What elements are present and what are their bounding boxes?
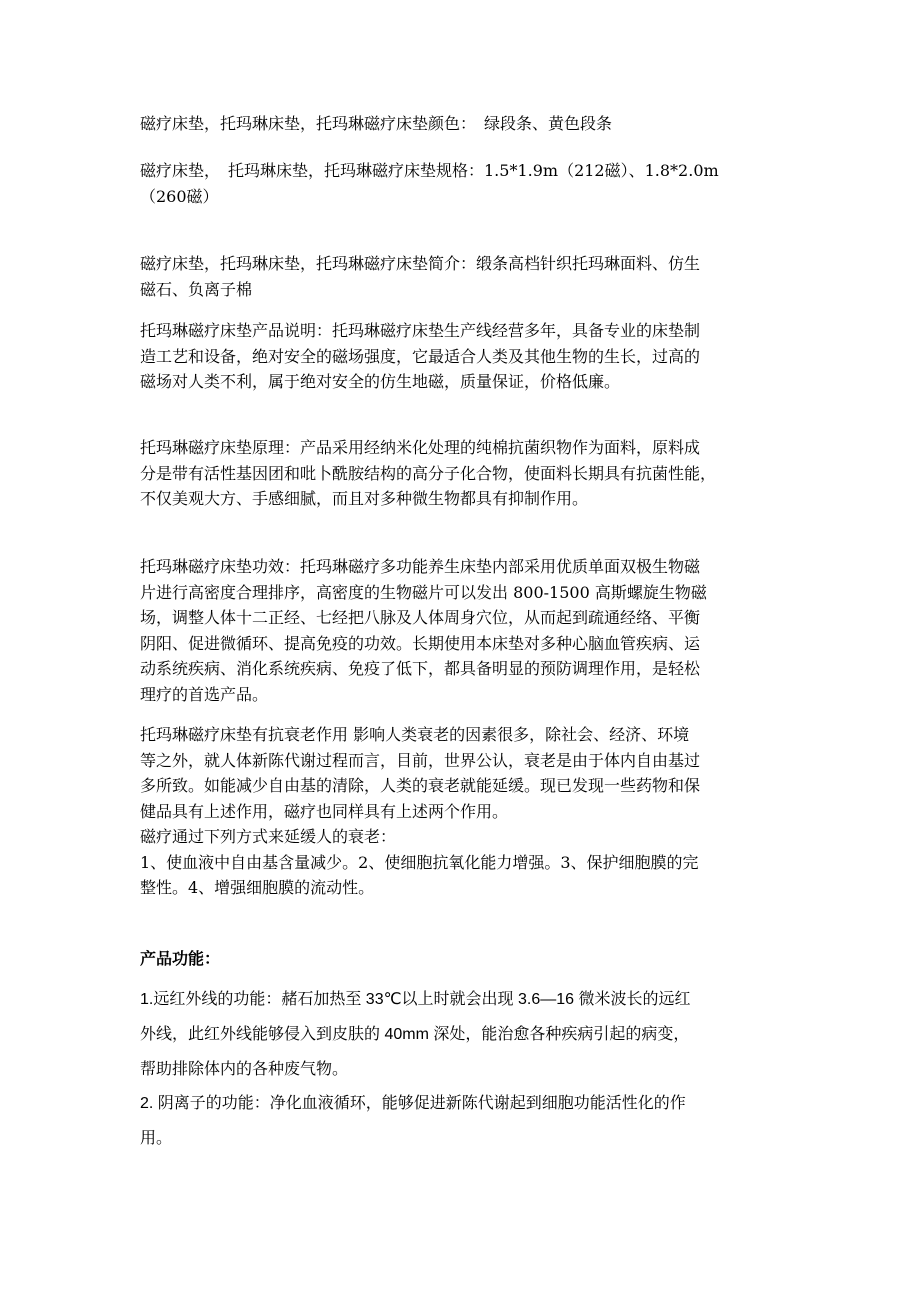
effects-line-2: 片进行高密度合理排序，高密度的生物磁片可以发出 800-1500 高斯螺旋生物磁 [140, 582, 707, 602]
feature-1-line-1: 1.远红外线的功能：赭石加热至 33℃以上时就会出现 3.6—16 微米波长的远红 [140, 991, 691, 1008]
principle-paragraph [140, 435, 790, 512]
anti-aging-line-3: 多所致。如能减少自由基的清除，人类的衰老就能延缓。现已发现一些药物和保 [140, 776, 701, 795]
feature-2-line-1: 2. 阴离子的功能：净化血液循环，能够促进新陈代谢起到细胞功能活性化的作 [140, 1095, 686, 1112]
feature-2-line-2: 用。 [140, 1130, 173, 1147]
spec-paragraph [140, 158, 790, 209]
anti-aging-paragraph [140, 722, 790, 901]
effects-line-3: 场，调整人体十二正经、七经把八脉及人体周身穴位，从而起到疏通经络、平衡 [140, 608, 701, 627]
effects-line-1: 托玛琳磁疗床垫功效：托玛琳磁疗多功能养生床垫内部采用优质单面双极生物磁 [140, 557, 701, 576]
spec-line-1: 磁疗床垫， 托玛琳床垫，托玛琳磁疗床垫规格：1.5*1.9m（212磁）、1.8*2.0m [140, 161, 719, 180]
principle-line-2: 分是带有活性基因团和吡卜酰胺结构的高分子化合物，使面料长期具有抗菌性能， [140, 463, 717, 483]
principle-line-3: 不仅美观大方、手感细腻，而且对多种微生物都具有抑制作用。 [140, 489, 589, 508]
effects-line-5: 动系统疾病、消化系统疾病、免疫了低下，都具备明显的预防调理作用，是轻松 [140, 659, 701, 678]
feature-1-line-3: 帮助排除体内的各种废气物。 [140, 1061, 349, 1078]
feature-1-paragraph [140, 982, 790, 1087]
features-heading: 产品功能： [140, 951, 221, 968]
anti-aging-line-5: 磁疗通过下列方式来延缓人的衰老： [140, 827, 397, 846]
feature-1-line-2: 外线，此红外线能够侵入到皮肤的 40mm 深处，能治愈各种疾病引起的病变， [140, 1026, 690, 1043]
description-line-2: 造工艺和设备，绝对安全的磁场强度，它最适合人类及其他生物的生长，过高的 [140, 346, 701, 366]
description-paragraph [140, 318, 790, 395]
effects-line-4: 阴阳、促进微循环、提高免疫的功效。长期使用本床垫对多种心脑血管疾病、运 [140, 633, 701, 653]
anti-aging-line-7: 整性。4、增强细胞膜的流动性。 [140, 878, 375, 897]
principle-line-1: 托玛琳磁疗床垫原理：产品采用经纳米化处理的纯棉抗菌织物作为面料，原料成 [140, 438, 701, 457]
anti-aging-line-4: 健品具有上述作用，磁疗也同样具有上述两个作用。 [140, 801, 509, 821]
description-line-3: 磁场对人类不利，属于绝对安全的仿生地磁，质量保证，价格低廉。 [140, 372, 621, 391]
color-line: 磁疗床垫，托玛琳床垫，托玛琳磁疗床垫颜色： 绿段条、黄色段条 [140, 114, 613, 133]
intro-line-1: 磁疗床垫，托玛琳床垫，托玛琳磁疗床垫简介：缎条高档针织托玛琳面料、仿生 [140, 254, 701, 273]
color-paragraph [140, 111, 790, 137]
feature-2-paragraph [140, 1086, 790, 1156]
description-line-1: 托玛琳磁疗床垫产品说明：托玛琳磁疗床垫生产线经营多年，具备专业的床垫制 [140, 321, 701, 340]
anti-aging-line-6: 1、使血液中自由基含量减少。2、使细胞抗氧化能力增强。3、保护细胞膜的完 [140, 852, 699, 872]
anti-aging-line-1: 托玛琳磁疗床垫有抗衰老作用 影响人类衰老的因素很多，除社会、经济、环境 [140, 725, 690, 744]
spec-line-2: （260磁） [140, 186, 219, 206]
anti-aging-line-2: 等之外，就人体新陈代谢过程而言，目前，世界公认，衰老是由于体内自由基过 [140, 750, 701, 770]
effects-paragraph [140, 554, 790, 707]
effects-line-6: 理疗的首选产品。 [140, 684, 269, 704]
intro-line-2: 磁石、负离子棉 [140, 279, 253, 299]
intro-paragraph [140, 251, 790, 302]
